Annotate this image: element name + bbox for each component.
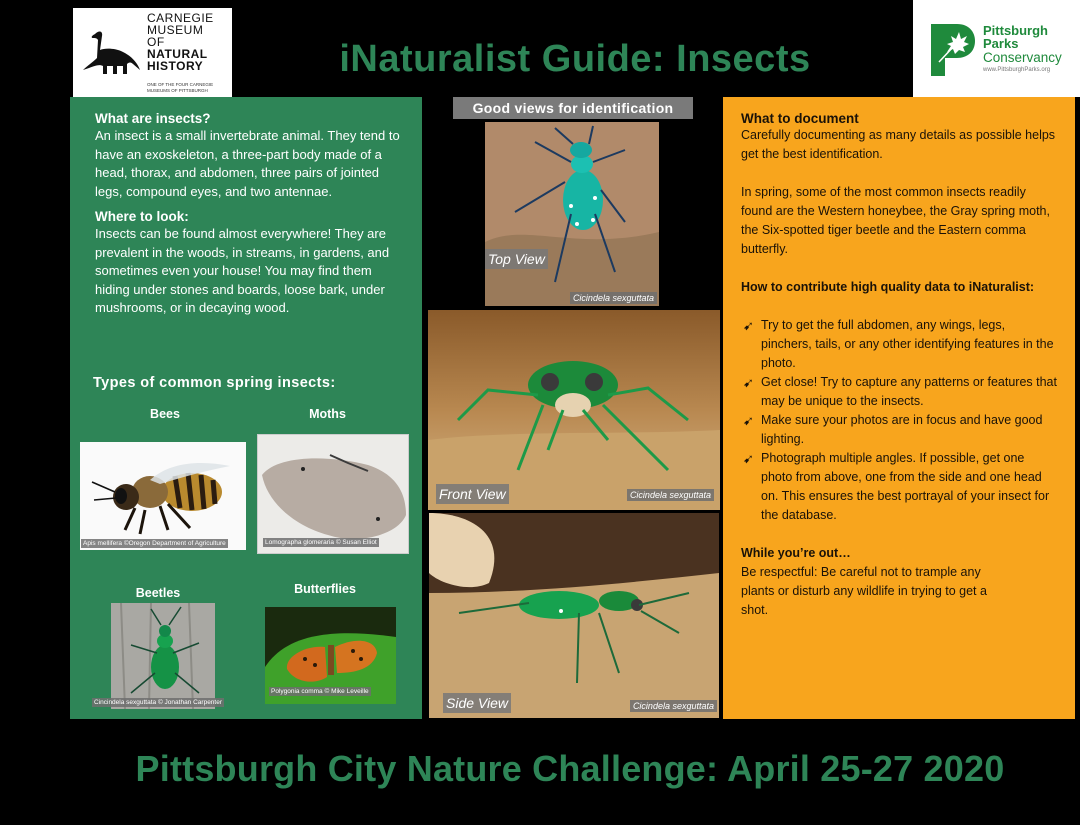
butterflies-label: Butterflies	[294, 582, 356, 596]
photo-credit: Polygonia comma © Mike Leveille	[271, 688, 369, 695]
view-label: Front View	[436, 484, 509, 504]
info-panel-right	[723, 97, 1075, 719]
info-panel-left	[70, 97, 422, 719]
logo-url: www.PittsburghParks.org	[983, 67, 1051, 74]
tip-item: ➹ Photograph multiple angles. If possible, get one photo from above, one from the side and one head on. This ensures the best portrayal of your insect for the database.	[741, 449, 1057, 525]
view-label: Side View	[443, 693, 511, 713]
side-view-beetle	[429, 513, 719, 718]
tip-item: ➹ Make sure your photos are in focus and have good lighting.	[741, 411, 1057, 449]
beetle-illustration	[111, 603, 215, 709]
butterfly-photo	[265, 607, 396, 704]
contribute-heading: How to contribute high quality data to iNaturalist:	[741, 280, 1035, 294]
logo-line: MUSEUM OF	[147, 22, 204, 49]
beetle-photo	[111, 603, 215, 709]
moths-label: Moths	[309, 407, 346, 421]
what-are-insects-text: An insect is a small invertebrate animal. They tend to have an exoskeleton, a three-part body made of a head, thorax, and abdomen, three pairs of jointed legs, compound eyes, and two antennae.	[95, 128, 400, 199]
view-label: Top View	[485, 249, 548, 269]
views-heading: Good views for identification	[453, 97, 693, 119]
while-out-text: Be respectful: Be careful not to trample any plants or disturb any wildlife in trying to get a shot.	[741, 565, 987, 617]
side-view-photo	[429, 513, 719, 718]
page-title: iNaturalist Guide: Insects	[339, 38, 811, 80]
moth-illustration	[258, 435, 409, 554]
bees-label: Bees	[150, 407, 180, 421]
footer-title: Pittsburgh City Nature Challenge: April 25-27 2020	[135, 748, 1005, 789]
carnegie-museum-logo	[73, 8, 232, 97]
bird-bullet-icon: ➹	[743, 413, 754, 428]
tip-item: ➹ Try to get the full abdomen, any wings, legs, pinchers, tails, or any other identifying features in the photo.	[741, 316, 1057, 373]
pittsburgh-parks-logo	[913, 0, 1080, 97]
bee-illustration	[80, 442, 246, 550]
what-are-insects-heading: What are insects?	[95, 111, 211, 126]
bird-bullet-icon: ➹	[743, 375, 754, 390]
moth-photo	[257, 434, 409, 554]
photo-credit: Apis mellifera ©Oregon Department of Agriculture	[83, 540, 226, 547]
logo-subtitle: ONE OF THE FOUR CARNEGIE MUSEUMS OF PITTSBURGH	[147, 81, 214, 93]
while-out-heading: While you’re out…	[741, 546, 851, 560]
front-view-beetle	[428, 310, 720, 510]
top-view-photo	[485, 122, 659, 306]
types-heading: Types of common spring insects:	[93, 375, 336, 391]
logo-line: HISTORY	[147, 58, 204, 73]
photo-credit: Lomographa glomeraria © Susan Elliot	[265, 539, 377, 546]
species-label: Cicindela sexguttata	[630, 700, 717, 712]
top-view-beetle	[485, 122, 659, 306]
dinosaur-icon	[81, 28, 141, 78]
logo-line: Pittsburgh	[983, 22, 1048, 38]
species-label: Cicindela sexguttata	[627, 489, 714, 501]
what-to-document-heading: What to document	[741, 111, 859, 126]
species-label: Cicindela sexguttata	[570, 292, 657, 304]
where-to-look-text: Insects can be found almost everywhere! They are prevalent in the woods, in streams, in gardens, and sometimes even your house! You may find them hiding under stones and boards, loose bark, under mushrooms, or in decaying wood.	[95, 226, 390, 315]
bird-bullet-icon: ➹	[743, 318, 754, 333]
tips-list	[741, 316, 1057, 525]
leaf-p-icon	[929, 22, 975, 76]
what-to-document-text: Carefully documenting as many details as possible helps get the best identification.	[741, 128, 1056, 161]
bird-bullet-icon: ➹	[743, 451, 754, 466]
spring-insects-text: In spring, some of the most common insects readily found are the Western honeybee, the Gray spring moth, the Six-spotted tiger beetle and the Eastern comma butterfly.	[741, 185, 1050, 256]
beetles-label: Beetles	[135, 586, 181, 600]
where-to-look-heading: Where to look:	[95, 209, 189, 224]
logo-line: NATURAL	[147, 46, 208, 61]
photo-credit: Cincindela sexguttata © Jonathan Carpenter	[94, 699, 223, 706]
logo-line: Conservancy	[983, 49, 1062, 65]
logo-line: CARNEGIE	[147, 10, 214, 25]
logo-line: Parks	[983, 36, 1019, 52]
bee-photo	[80, 442, 246, 550]
tip-item: ➹ Get close! Try to capture any patterns or features that may be unique to the insects.	[741, 373, 1057, 411]
front-view-photo	[428, 310, 720, 510]
